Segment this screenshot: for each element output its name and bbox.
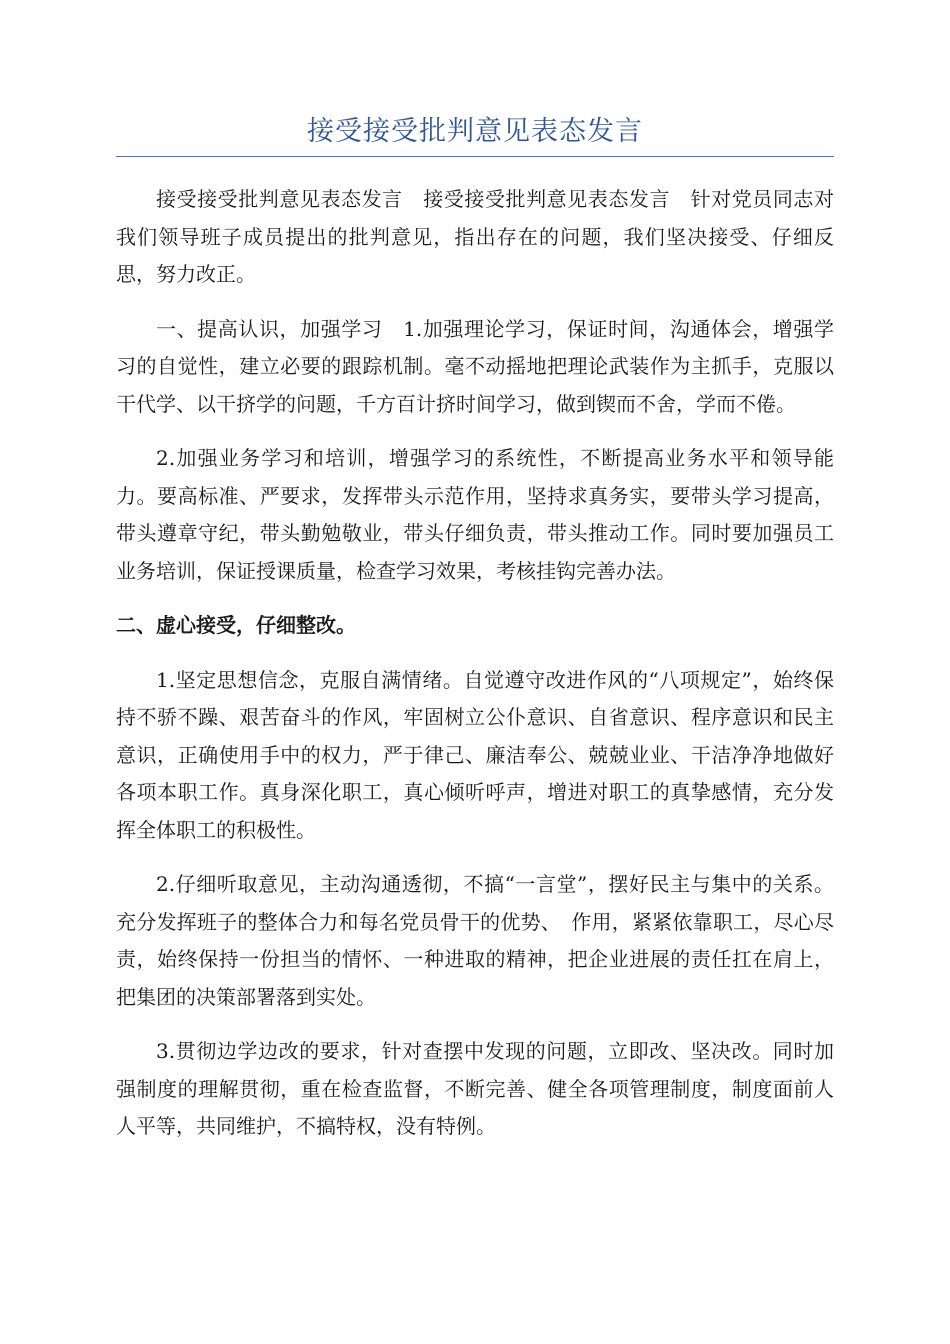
section-two-point-two: 2.仔细听取意见，主动沟通透彻，不搞“一言堂”，摆好民主与集中的关系。充分发挥班子的整体合力和每名党员骨干的优势、 作用，紧紧依靠职工，尽心尽责，始终保持一份担当的情怀、一种进取的精神，把企业进展的责任扛在肩上，把集团的决策部署落到实处。 <box>116 872 834 1009</box>
section-one-paragraph: 一、提高认识，加强学习 1.加强理论学习，保证时间，沟通体会，增强学习的自觉性，建立必要的跟踪机制。毫不动摇地把理论武装作为主抓手，克服以干代学、以干挤学的问题，千方百计挤时间学习，做到锲而不舍，学而不倦。 <box>116 316 834 416</box>
title-underline <box>116 156 834 157</box>
section-two-point-one: 1.坚定思想信念，克服自满情绪。自觉遵守改进作风的“八项规定”，始终保持不骄不躁、艰苦奋斗的作风，牢固树立公仆意识、自省意识、程序意识和民主意识，正确使用手中的权力，严于律己、廉洁奉公、兢兢业业、干洁净净地做好各项本职工作。真身深化职工，真心倾听呼声，增进对职工的真挚感情，充分发挥全体职工的积极性。 <box>116 667 834 842</box>
intro-paragraph: 接受接受批判意见表态发言 接受接受批判意见表态发言 针对党员同志对我们领导班子成员提出的批判意见，指出存在的问题，我们坚决接受、仔细反思，努力改正。 <box>116 187 834 286</box>
section-two-point-three: 3.贯彻边学边改的要求，针对查摆中发现的问题，立即改、坚决改。同时加强制度的理解贯彻，重在检查监督，不断完善、健全各项管理制度，制度面前人人平等，共同维护，不搞特权，没有特例。 <box>116 1039 834 1138</box>
section-two-heading: 二、虚心接受，仔细整改。 <box>116 613 356 637</box>
document-page <box>116 112 834 1146</box>
section-one-point-two: 2.加强业务学习和培训，增强学习的系统性，不断提高业务水平和领导能力。要高标准、严要求，发挥带头示范作用，坚持求真务实，要带头学习提高，带头遵章守纪，带头勤勉敬业，带头仔细负责，带头推动工作。同时要加强员工业务培训，保证授课质量，检查学习效果，考核挂钩完善办法。 <box>116 446 834 583</box>
document-title: 接受接受批判意见表态发言 <box>307 116 643 147</box>
